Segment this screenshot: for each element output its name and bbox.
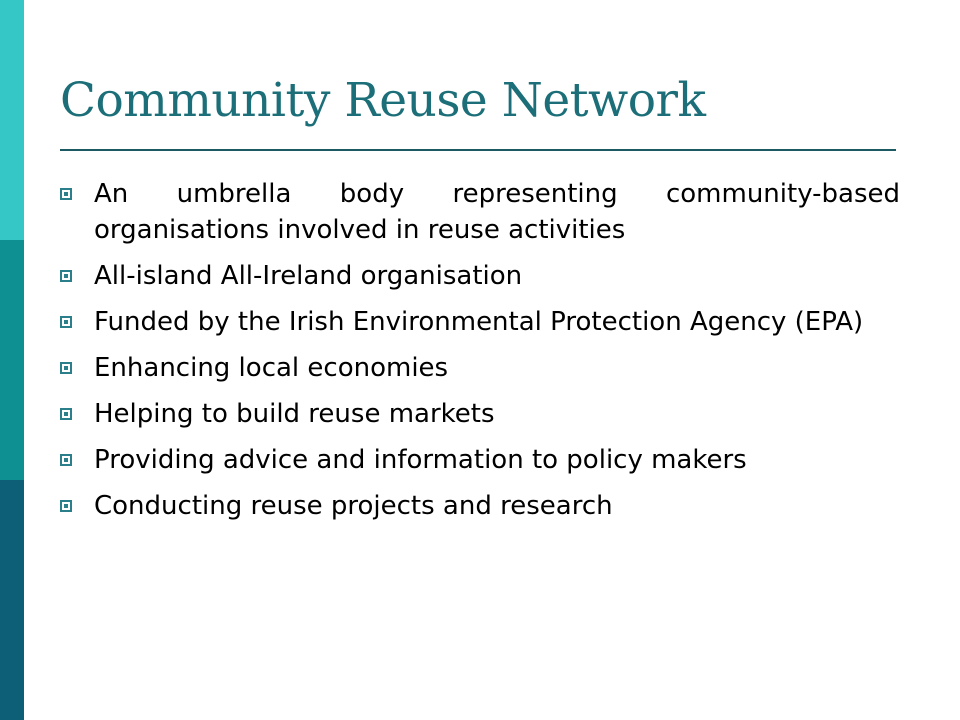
bullet-text: Enhancing local economies — [94, 353, 449, 383]
bullet-item — [60, 176, 900, 248]
slide-title: Community Reuse Network — [60, 73, 706, 128]
square-bullet-icon — [60, 316, 72, 328]
bullet-text: Providing advice and information to policy makers — [94, 445, 747, 475]
square-bullet-icon — [60, 188, 72, 200]
bullet-item — [60, 258, 900, 294]
title-underline — [60, 149, 896, 151]
bullet-item — [60, 442, 900, 478]
stripe-segment-middle — [0, 240, 24, 480]
bullet-item — [60, 304, 900, 340]
bullet-item — [60, 488, 900, 524]
square-bullet-icon — [60, 500, 72, 512]
bullet-text: Funded by the Irish Environmental Protection Agency (EPA) — [94, 307, 864, 337]
bullet-text: All-island All-Ireland organisation — [94, 261, 523, 291]
square-bullet-icon — [60, 270, 72, 282]
square-bullet-icon — [60, 454, 72, 466]
bullet-text: Helping to build reuse markets — [94, 399, 495, 429]
side-stripe — [0, 0, 24, 720]
bullet-text: An umbrella body representing community-based organisations involved in reuse activities — [94, 179, 900, 245]
bullet-item — [60, 350, 900, 386]
bullet-item — [60, 396, 900, 432]
square-bullet-icon — [60, 362, 72, 374]
square-bullet-icon — [60, 408, 72, 420]
stripe-segment-bottom — [0, 480, 24, 720]
bullet-text: Conducting reuse projects and research — [94, 491, 613, 521]
stripe-segment-top — [0, 0, 24, 240]
bullet-list — [60, 176, 900, 534]
